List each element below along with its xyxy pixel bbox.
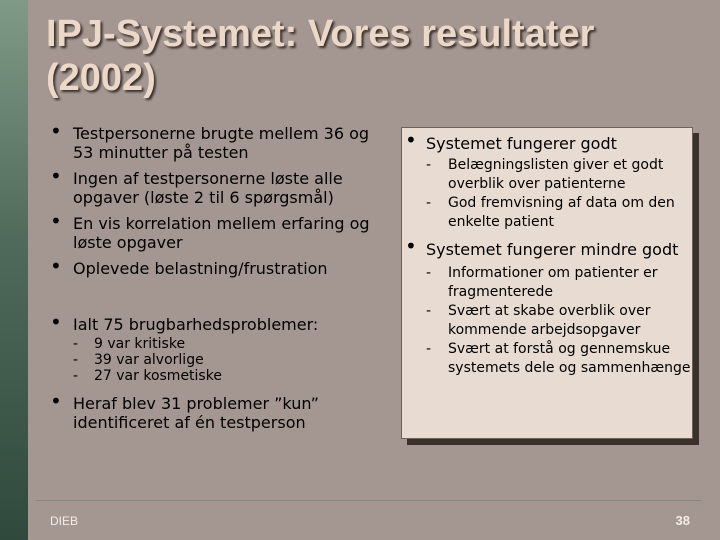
left-column bbox=[48, 119, 378, 439]
sub-item-text: 27 var kosmetiske bbox=[94, 368, 222, 384]
sub-item-text: Svært at forstå og gennemskue systemets dele og sammenhænge bbox=[448, 341, 691, 376]
dash-icon: - bbox=[426, 195, 432, 211]
dash-icon: - bbox=[73, 352, 79, 368]
footer-divider bbox=[36, 500, 701, 501]
sub-item bbox=[48, 336, 378, 352]
good-label: Systemet fungerer godt bbox=[426, 134, 617, 153]
sub-item-text: Informationer om patienter er fragmenterede bbox=[448, 265, 658, 300]
problems-label: Ialt 75 brugbarhedsproblemer: bbox=[73, 315, 319, 334]
bullet-item bbox=[48, 254, 378, 278]
bullet-icon: • bbox=[50, 119, 62, 143]
sub-item bbox=[402, 194, 692, 232]
dash-icon: - bbox=[426, 303, 432, 319]
sub-item bbox=[402, 156, 692, 194]
bullet-icon: • bbox=[405, 128, 417, 152]
sub-item bbox=[48, 352, 378, 368]
sub-item bbox=[402, 264, 692, 302]
sub-item bbox=[402, 302, 692, 340]
bullet-text: En vis korrelation mellem erfaring og løste opgaver bbox=[73, 214, 370, 252]
good-bullet bbox=[402, 128, 692, 154]
bullet-item bbox=[48, 164, 378, 207]
bullet-text: Oplevede belastning/frustration bbox=[73, 259, 328, 278]
title-line-2: (2002) bbox=[46, 57, 156, 99]
problems-bullet bbox=[48, 310, 378, 334]
bullet-text: Heraf blev 31 problemer ”kun” identificeret af én testperson bbox=[73, 394, 319, 432]
page-number: 38 bbox=[675, 513, 690, 528]
dash-icon: - bbox=[73, 368, 79, 384]
bullet-text: Ingen af testpersonerne løste alle opgaver (løste 2 til 6 spørgsmål) bbox=[73, 169, 343, 207]
bullet-item bbox=[48, 119, 378, 162]
dash-icon: - bbox=[426, 341, 432, 357]
dash-icon: - bbox=[73, 336, 79, 352]
sidebar-bar bbox=[0, 0, 28, 540]
sub-item-text: God fremvisning af data om den enkelte patient bbox=[448, 195, 675, 230]
footer-label: DIEB bbox=[50, 514, 79, 528]
slide-title bbox=[46, 12, 696, 100]
title-line-1: IPJ-Systemet: Vores resultater bbox=[46, 13, 595, 55]
less-bullet bbox=[402, 234, 692, 260]
sub-item-text: Belægningslisten giver et godt overblik over patienterne bbox=[448, 157, 664, 192]
bullet-icon: • bbox=[50, 310, 62, 334]
dash-icon: - bbox=[426, 157, 432, 173]
bullet-icon: • bbox=[50, 209, 62, 233]
results-box bbox=[401, 127, 693, 439]
less-label: Systemet fungerer mindre godt bbox=[426, 240, 679, 259]
spacer bbox=[48, 285, 378, 315]
bullet-icon: • bbox=[50, 164, 62, 188]
bullet-text: Testpersonerne brugte mellem 36 og 53 minutter på testen bbox=[73, 124, 370, 162]
sub-item bbox=[402, 340, 692, 378]
dash-icon: - bbox=[426, 265, 432, 281]
bullet-item bbox=[48, 389, 378, 432]
bullet-icon: • bbox=[50, 254, 62, 278]
results-box-content bbox=[402, 128, 692, 378]
sub-item bbox=[48, 368, 378, 384]
sub-item-text: Svært at skabe overblik over kommende arbejdsopgaver bbox=[448, 303, 651, 338]
sub-item-text: 9 var kritiske bbox=[94, 336, 186, 352]
sub-item-text: 39 var alvorlige bbox=[94, 352, 204, 368]
bullet-item bbox=[48, 209, 378, 252]
bullet-icon: • bbox=[50, 389, 62, 413]
bullet-icon: • bbox=[405, 234, 417, 258]
